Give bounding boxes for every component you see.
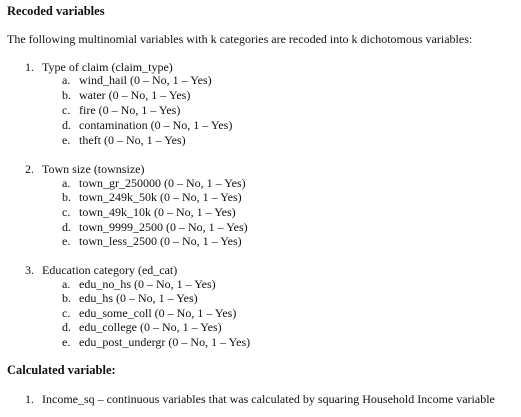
item-text: town_49k_10k (0 – No, 1 – Yes) (79, 205, 236, 219)
item-letter: c. (62, 205, 71, 219)
item-text: town_249k_50k (0 – No, 1 – Yes) (79, 190, 242, 204)
group-title-text: Type of claim (claim_type) (42, 60, 173, 74)
item-text: edu_college (0 – No, 1 – Yes) (79, 320, 222, 334)
item-text: town_gr_250000 (0 – No, 1 – Yes) (79, 176, 246, 190)
intro-paragraph: The following multinomial variables with k categories are recoded into k dichotomous variables: (7, 32, 473, 46)
item-text: water (0 – No, 1 – Yes) (79, 88, 191, 102)
item-text: Income_sq – continuous variables that was calculated by squaring Household Income variable (42, 392, 495, 406)
item-letter: b. (62, 190, 71, 204)
item-letter: d. (62, 220, 71, 234)
item-letter: a. (62, 73, 71, 87)
item-letter: e. (62, 335, 71, 349)
item-text: contamination (0 – No, 1 – Yes) (79, 118, 233, 132)
item-text: edu_no_hs (0 – No, 1 – Yes) (79, 277, 216, 291)
item-text: edu_hs (0 – No, 1 – Yes) (79, 291, 198, 305)
item-text: theft (0 – No, 1 – Yes) (79, 133, 186, 147)
item-text: town_less_2500 (0 – No, 1 – Yes) (79, 234, 242, 248)
item-number: 1. (25, 392, 34, 406)
item-letter: c. (62, 306, 71, 320)
group-number: 2. (25, 162, 34, 176)
item-text: town_9999_2500 (0 – No, 1 – Yes) (79, 220, 248, 234)
item-text: wind_hail (0 – No, 1 – Yes) (79, 73, 212, 87)
recoded-variables-heading: Recoded variables (7, 4, 105, 18)
item-text: fire (0 – No, 1 – Yes) (79, 103, 181, 117)
group-title-text: Education category (ed_cat) (42, 263, 178, 277)
item-letter: b. (62, 291, 71, 305)
item-letter: a. (62, 176, 71, 190)
group-title-text: Town size (townsize) (42, 162, 145, 176)
item-text: edu_post_undergr (0 – No, 1 – Yes) (79, 335, 251, 349)
item-text: edu_some_coll (0 – No, 1 – Yes) (79, 306, 237, 320)
item-letter: e. (62, 234, 71, 248)
group-number: 3. (25, 263, 34, 277)
item-letter: d. (62, 320, 71, 334)
item-letter: e. (62, 133, 71, 147)
calculated-variable-heading: Calculated variable: (7, 363, 116, 377)
item-letter: d. (62, 118, 71, 132)
item-letter: b. (62, 88, 71, 102)
item-letter: c. (62, 103, 71, 117)
item-letter: a. (62, 277, 71, 291)
group-number: 1. (25, 60, 34, 74)
